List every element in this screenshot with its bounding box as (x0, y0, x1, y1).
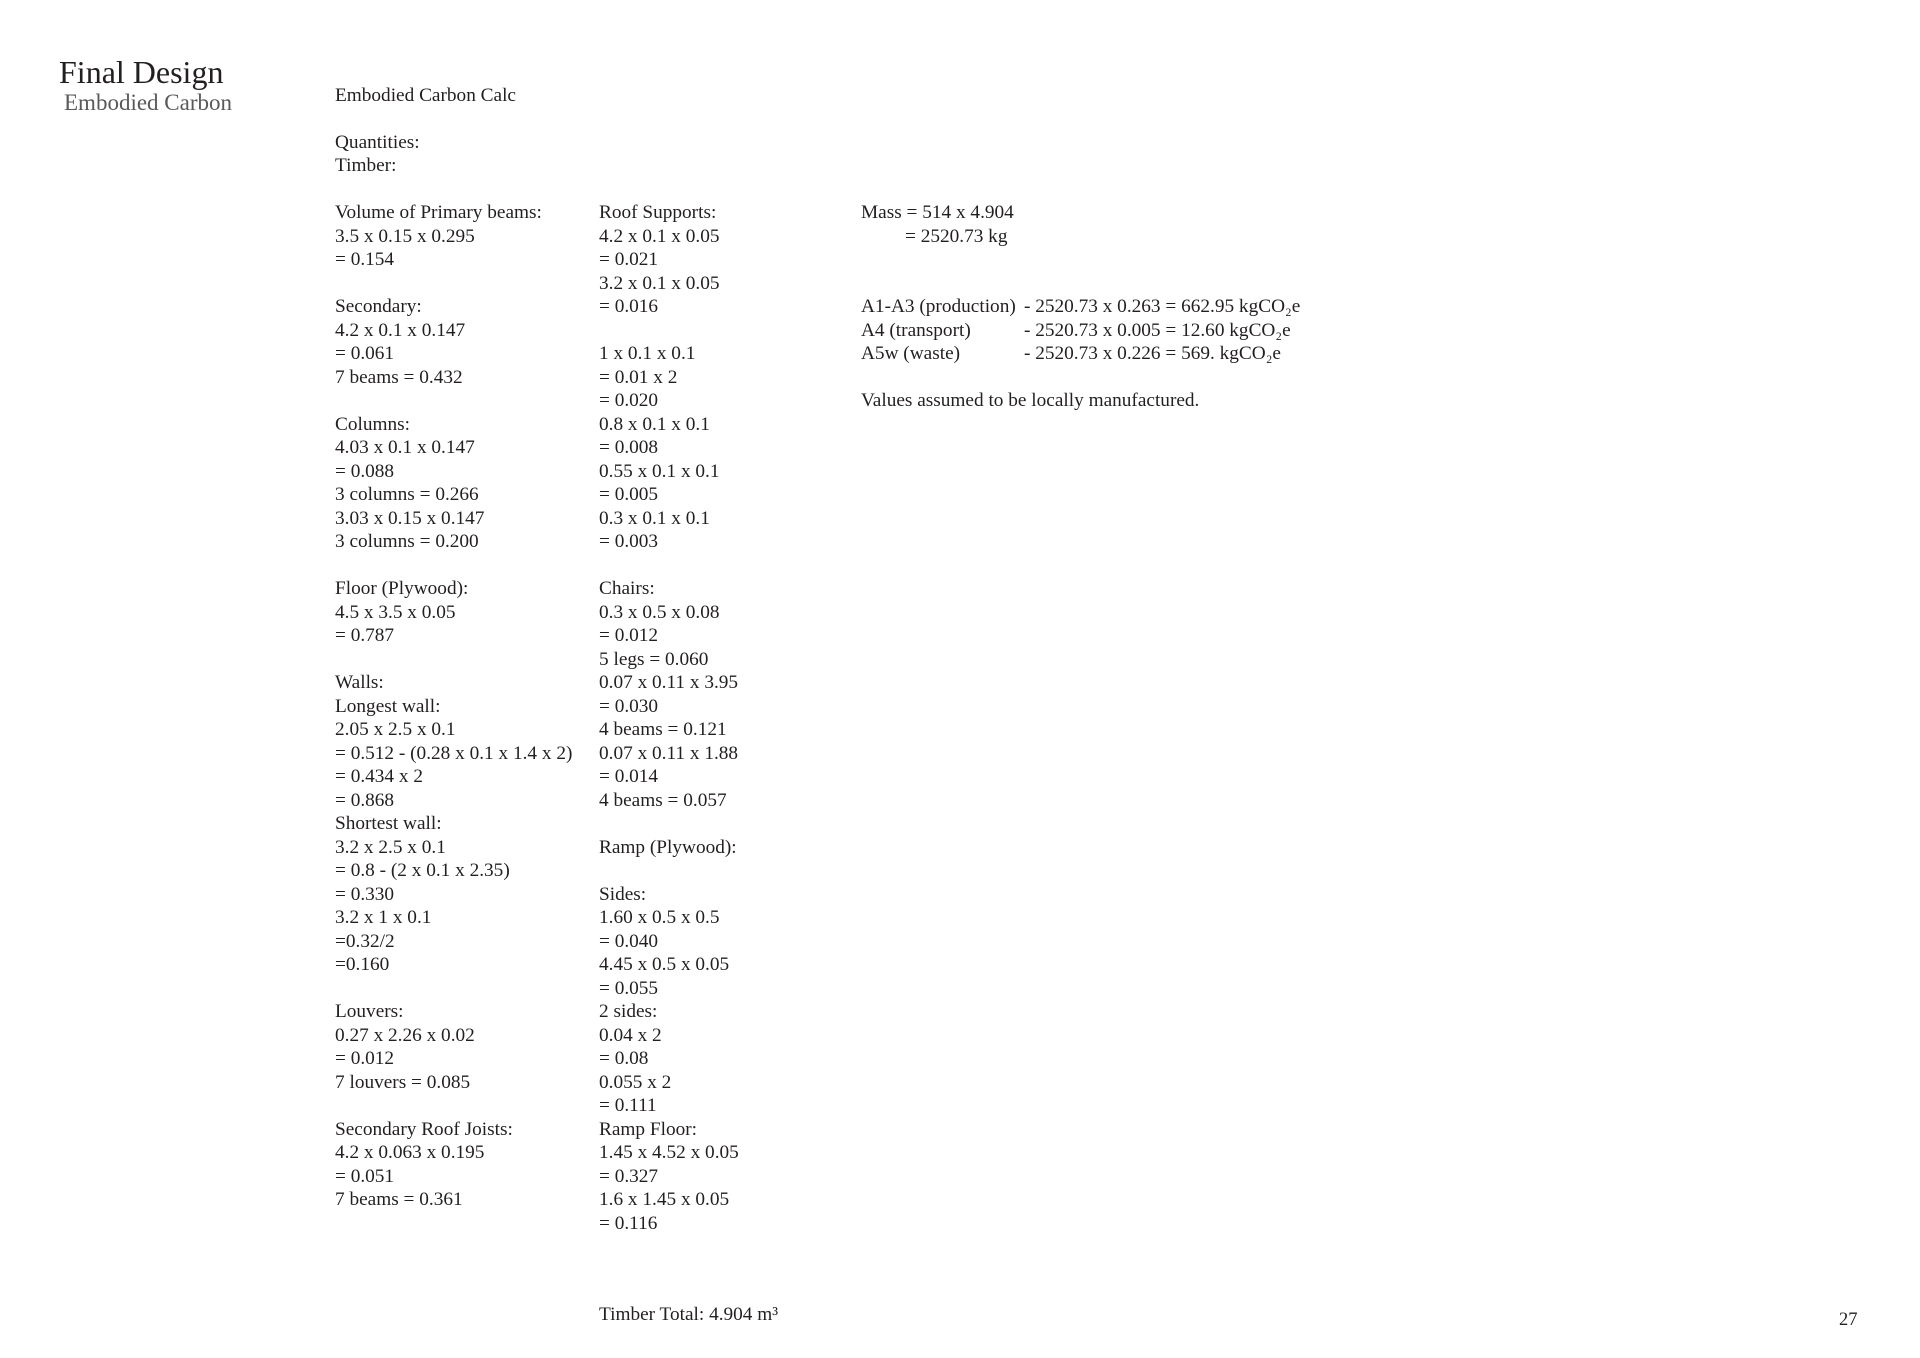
calc-line: = 0.012 (335, 1048, 395, 1069)
stage-row-a1-a3 (861, 295, 1300, 319)
calc-line: = 0.012 (599, 625, 659, 646)
mass-result: = 2520.73 kg (905, 225, 1008, 247)
stage-label: A5w (waste) (861, 343, 961, 364)
calc-column-2 (599, 201, 739, 1235)
secondary-beams-section (335, 295, 572, 389)
calc-line: 3.03 x 0.15 x 0.147 (335, 507, 485, 529)
section-heading: Columns: (335, 413, 410, 435)
calc-line: = 0.014 (599, 766, 659, 787)
stage-calculation: - 2520.73 x 0.263 = 662.95 kgCO₂e (1024, 296, 1301, 317)
calc-line: 7 beams = 0.432 (335, 366, 463, 388)
calc-line: 0.3 x 0.5 x 0.08 (599, 601, 720, 623)
roof-support-members-section (599, 342, 739, 554)
chairs-section (599, 577, 739, 812)
calc-line: = 0.787 (335, 625, 395, 646)
calc-line: = 0.512 - (0.28 x 0.1 x 1.4 x 2) (335, 742, 573, 764)
calc-line: 3.2 x 0.1 x 0.05 (599, 272, 720, 294)
stage-label: A1-A3 (production) (861, 296, 1016, 317)
calc-line: 7 beams = 0.361 (335, 1189, 463, 1210)
calc-line: = 0.327 (599, 1165, 659, 1187)
calc-line: 4.03 x 0.1 x 0.147 (335, 437, 475, 458)
calc-line: 0.07 x 0.11 x 3.95 (599, 672, 739, 693)
calc-line: 0.055 x 2 (599, 1071, 672, 1093)
calc-line: = 0.434 x 2 (335, 766, 423, 787)
ramp-heading-section (599, 836, 739, 860)
calc-line: 0.55 x 0.1 x 0.1 (599, 460, 720, 482)
stage-calculation: - 2520.73 x 0.226 = 569. kgCO₂e (1024, 343, 1281, 364)
floor-section (335, 577, 572, 648)
stage-row-a5w (861, 342, 1300, 366)
calc-line: = 0.061 (335, 343, 395, 364)
calc-line: 3.5 x 0.15 x 0.295 (335, 225, 475, 247)
calc-line: = 0.005 (599, 484, 659, 505)
calc-line: 4 beams = 0.057 (599, 789, 727, 811)
assumption-note: Values assumed to be locally manufactured. (861, 390, 1200, 411)
calc-line: 3 columns = 0.200 (335, 531, 479, 552)
calc-line: = 0.051 (335, 1165, 395, 1187)
calc-line: = 0.088 (335, 460, 395, 482)
calc-line: 4 beams = 0.121 (599, 719, 727, 740)
subsection-heading: 2 sides: (599, 1001, 658, 1022)
calc-line: = 0.055 (599, 977, 659, 999)
section-heading: Secondary: (335, 296, 422, 317)
page-number: 27 (1839, 1310, 1858, 1330)
secondary-roof-joists-section (335, 1118, 572, 1212)
calc-line: = 0.08 (599, 1048, 649, 1069)
section-heading: Ramp (Plywood): (599, 836, 737, 858)
page-title: Final Design (59, 54, 224, 90)
calc-line: 1.45 x 4.52 x 0.05 (599, 1142, 739, 1163)
calc-line: 0.04 x 2 (599, 1024, 662, 1046)
calc-line: 0.3 x 0.1 x 0.1 (599, 507, 710, 529)
lifecycle-stages (861, 295, 1300, 366)
subsection-heading: Sides: (599, 883, 647, 905)
section-heading: Volume of Primary beams: (335, 202, 542, 223)
material-label: Timber: (335, 155, 397, 176)
calc-line: = 0.040 (599, 930, 659, 952)
calc-line: = 0.030 (599, 695, 659, 717)
columns-section (335, 413, 572, 554)
calc-line: 0.07 x 0.11 x 1.88 (599, 742, 739, 764)
section-heading: Roof Supports: (599, 202, 717, 223)
calc-line: 3 columns = 0.266 (335, 484, 479, 505)
calc-line: 4.2 x 0.1 x 0.05 (599, 225, 720, 247)
calc-line: 1.60 x 0.5 x 0.5 (599, 907, 720, 928)
louvers-section (335, 1000, 572, 1094)
page-subtitle: Embodied Carbon (64, 90, 232, 115)
stage-calculation: - 2520.73 x 0.005 = 12.60 kgCO₂e (1024, 319, 1291, 341)
subsection-heading: Longest wall: (335, 695, 441, 717)
calc-line: =0.160 (335, 954, 390, 975)
calc-line: 7 louvers = 0.085 (335, 1071, 471, 1093)
calc-line: = 0.008 (599, 437, 659, 458)
calc-heading: Embodied Carbon Calc (335, 84, 516, 106)
section-heading: Floor (Plywood): (335, 578, 469, 599)
calc-line: = 0.016 (599, 296, 659, 317)
calc-line: = 0.021 (599, 249, 659, 270)
quantities-label: Quantities: (335, 131, 420, 153)
section-heading: Louvers: (335, 1001, 404, 1022)
calc-line: 5 legs = 0.060 (599, 648, 709, 670)
calc-line: 4.5 x 3.5 x 0.05 (335, 601, 456, 623)
section-heading: Walls: (335, 672, 384, 693)
calc-line: 3.2 x 2.5 x 0.1 (335, 836, 446, 858)
roof-supports-section (599, 201, 739, 319)
calc-line: = 0.154 (335, 249, 395, 270)
primary-beams-section (335, 201, 572, 272)
walls-section (335, 671, 572, 977)
section-heading: Secondary Roof Joists: (335, 1118, 513, 1140)
mass-formula: Mass = 514 x 4.904 (861, 202, 1014, 223)
calc-line: =0.32/2 (335, 930, 395, 952)
calc-line: 0.27 x 2.26 x 0.02 (335, 1024, 475, 1046)
subsection-heading: Shortest wall: (335, 813, 442, 834)
calc-line: 0.8 x 0.1 x 0.1 (599, 413, 710, 435)
mass-block (861, 201, 1300, 248)
timber-total: Timber Total: 4.904 m³ (599, 1304, 779, 1325)
calc-line: 1 x 0.1 x 0.1 (599, 343, 696, 364)
calc-line: = 0.868 (335, 789, 395, 811)
calc-line: 4.45 x 0.5 x 0.05 (599, 954, 730, 975)
calc-line: 4.2 x 0.1 x 0.147 (335, 319, 466, 341)
calc-line: 4.2 x 0.063 x 0.195 (335, 1142, 485, 1163)
stage-row-a4 (861, 319, 1300, 343)
calc-line: 3.2 x 1 x 0.1 (335, 907, 432, 928)
calc-column-3 (861, 201, 1300, 413)
calc-line: = 0.01 x 2 (599, 366, 678, 388)
calc-line: = 0.330 (335, 883, 395, 905)
calc-line: = 0.111 (599, 1095, 657, 1116)
section-heading: Chairs: (599, 578, 655, 599)
calc-line: = 0.8 - (2 x 0.1 x 2.35) (335, 860, 510, 881)
stage-label: A4 (transport) (861, 319, 971, 341)
calc-column-1 (335, 201, 572, 1212)
calc-line: = 0.116 (599, 1212, 658, 1234)
calc-line: = 0.020 (599, 390, 659, 411)
subsection-heading: Ramp Floor: (599, 1118, 698, 1140)
ramp-parts-section (599, 883, 739, 1236)
calc-line: 1.6 x 1.45 x 0.05 (599, 1189, 730, 1210)
calc-line: 2.05 x 2.5 x 0.1 (335, 719, 456, 740)
calc-line: = 0.003 (599, 531, 659, 552)
